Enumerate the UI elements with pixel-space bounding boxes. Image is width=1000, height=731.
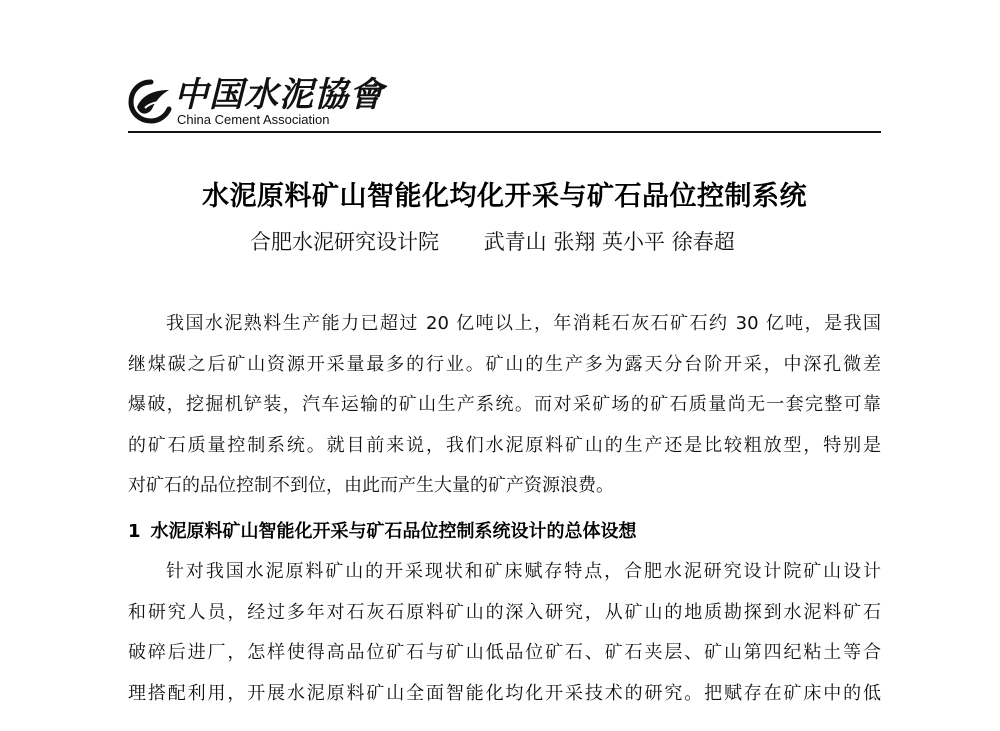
article-byline bbox=[250, 228, 810, 256]
author-institute: 合肥水泥研究设计院 bbox=[250, 230, 439, 254]
logo-english-name: China Cement Association bbox=[177, 112, 330, 127]
intro-paragraph bbox=[128, 304, 881, 507]
paragraph-line: 和研究人员，经过多年对石灰石原料矿山的深入研究，从矿山的地质勘探到水泥料矿石 bbox=[128, 601, 881, 623]
section-heading bbox=[128, 512, 881, 552]
section-heading-text: 水泥原料矿山智能化开采与矿石品位控制系统设计的总体设想 bbox=[150, 521, 637, 542]
section-number: 1 bbox=[128, 521, 141, 542]
article-title: 水泥原料矿山智能化均化开采与矿石品位控制系统 bbox=[202, 181, 807, 212]
paragraph-line: 破碎后进厂，怎样使得高品位矿石与矿山低品位矿石、矿石夹层、矿山第四纪粘土等合 bbox=[128, 642, 881, 663]
paragraph-line: 针对我国水泥原料矿山的开采现状和矿床赋存特点，合肥水泥研究设计院矿山设计 bbox=[166, 561, 881, 582]
paragraph-line: 的矿石质量控制系统。就目前来说，我们水泥原料矿山的生产还是比较粗放型，特别是 bbox=[128, 434, 881, 456]
paragraph-line: 继煤碳之后矿山资源开采量最多的行业。矿山的生产多为露天分台阶开采，中深孔微差 bbox=[128, 353, 881, 375]
logo-chinese-name: 中国水泥協會 bbox=[174, 75, 384, 115]
swirl-emblem-icon bbox=[128, 78, 174, 124]
association-logo bbox=[128, 74, 384, 130]
section-paragraph bbox=[128, 552, 881, 714]
author-names: 武青山 张翔 英小平 徐春超 bbox=[483, 230, 735, 254]
paragraph-line: 我国水泥熟料生产能力已超过 20 亿吨以上，年消耗石灰石矿石约 30 亿吨，是我国 bbox=[166, 313, 881, 334]
paragraph-line: 爆破，挖掘机铲装，汽车运输的矿山生产系统。而对采矿场的矿石质量尚无一套完整可靠 bbox=[128, 394, 881, 415]
header-rule bbox=[128, 131, 881, 133]
paragraph-line: 对矿石的品位控制不到位，由此而产生大量的矿产资源浪费。 bbox=[128, 475, 614, 496]
paragraph-line: 理搭配利用，开展水泥原料矿山全面智能化均化开采技术的研究。把赋存在矿床中的低 bbox=[128, 682, 881, 704]
